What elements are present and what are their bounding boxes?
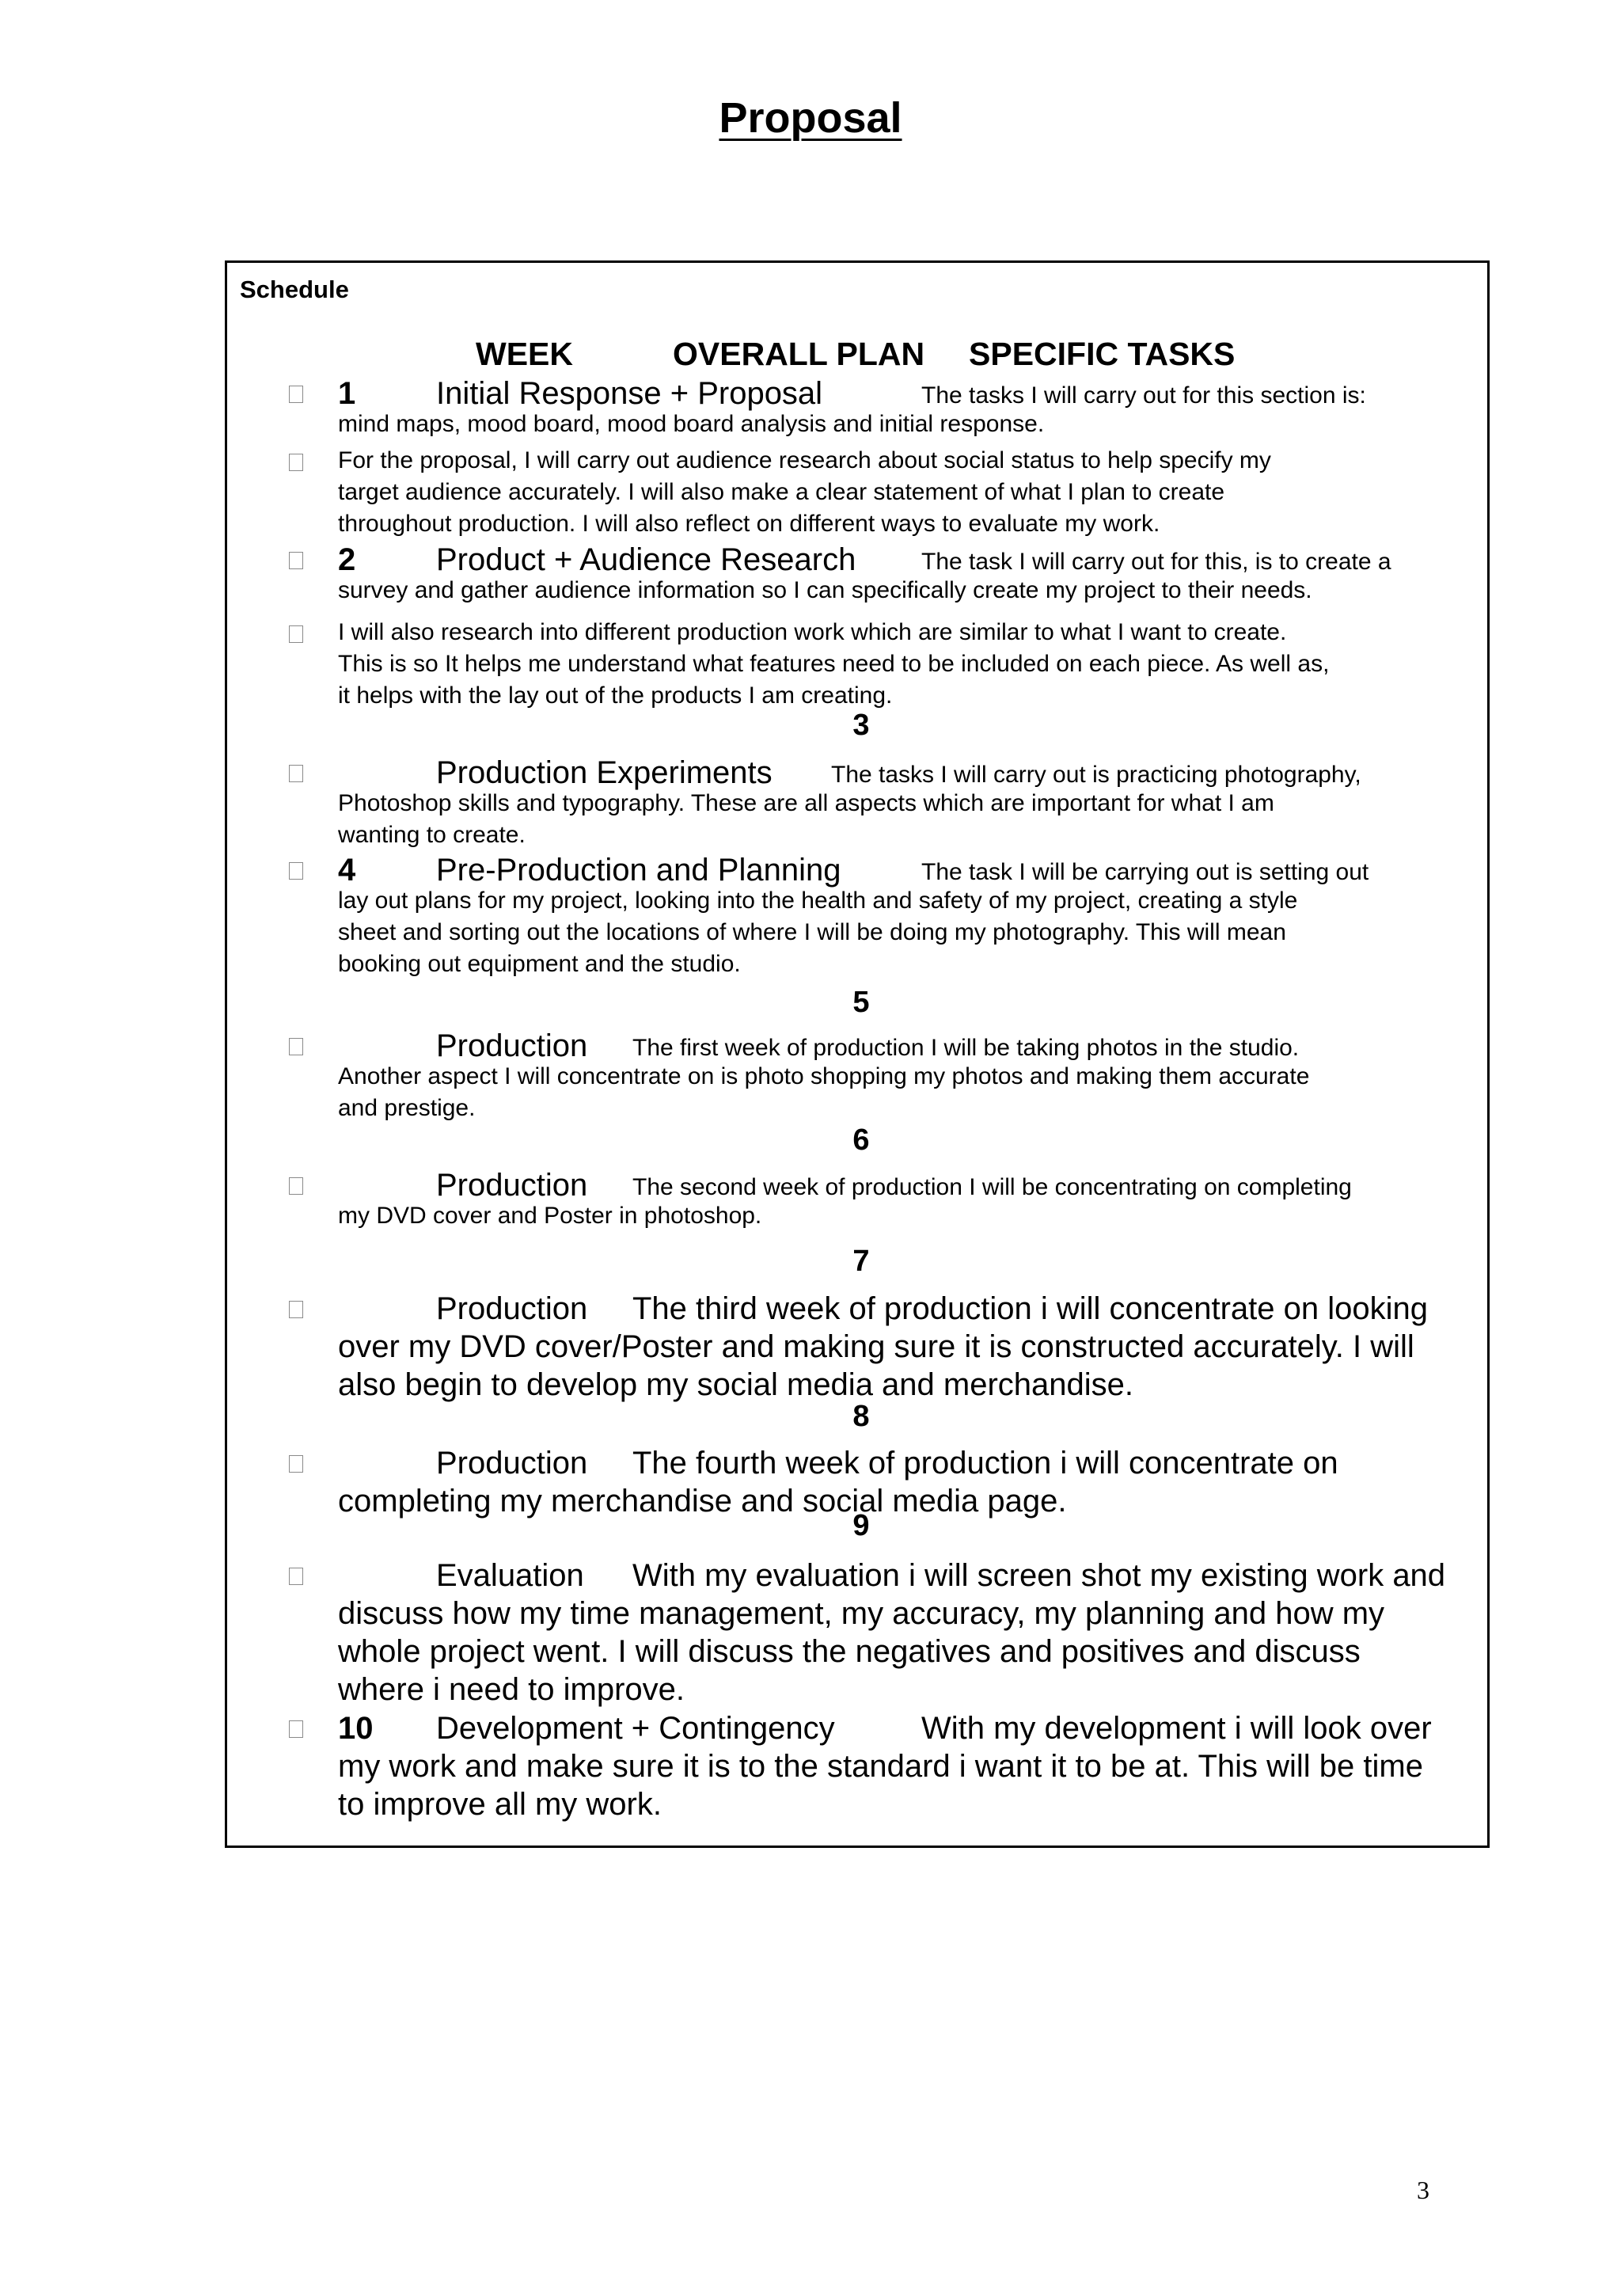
task-line: wanting to create. <box>338 822 526 848</box>
task-line: The tasks I will carry out is practicing photography, <box>831 762 1361 788</box>
task-line: Another aspect I will concentrate on is photo shopping my photos and making them accurate <box>338 1063 1310 1089</box>
checkbox-bullet-icon <box>289 862 303 880</box>
overall-plan: Production Experiments <box>436 755 773 790</box>
checkbox-bullet-icon <box>289 552 303 569</box>
task-line: The task I will carry out for this, is to create a <box>921 549 1391 575</box>
task-line: and prestige. <box>338 1095 476 1121</box>
header-overall-plan: OVERALL PLAN <box>673 336 925 372</box>
schedule-header-row <box>227 336 1487 375</box>
week-number: 8 <box>852 1400 870 1433</box>
overall-plan: Evaluation <box>436 1558 584 1593</box>
task-line: over my DVD cover/Poster and making sure it is constructed accurately. I will <box>338 1329 1414 1364</box>
checkbox-bullet-icon <box>289 625 303 643</box>
week-number: 4 <box>338 853 356 888</box>
task-line: Photoshop skills and typography. These are all aspects which are important for what I am <box>338 790 1274 816</box>
checkbox-bullet-icon <box>289 454 303 471</box>
week-number: 6 <box>852 1123 870 1157</box>
checkbox-bullet-icon <box>289 1301 303 1318</box>
task-line: lay out plans for my project, looking into the health and safety of my project, creating a style <box>338 888 1298 914</box>
week-number: 7 <box>852 1245 870 1278</box>
task-line: The second week of production I will be concentrating on completing <box>632 1174 1352 1200</box>
task-line: discuss how my time management, my accuracy, my planning and how my <box>338 1596 1385 1631</box>
task-line: The third week of production i will concentrate on looking <box>632 1291 1428 1326</box>
checkbox-bullet-icon <box>289 1455 303 1473</box>
week-number: 1 <box>338 376 356 411</box>
task-line: target audience accurately. I will also make a clear statement of what I plan to create <box>338 479 1225 505</box>
overall-plan: Production <box>436 1446 588 1481</box>
header-specific-tasks: SPECIFIC TASKS <box>969 336 1236 372</box>
overall-plan: Pre-Production and Planning <box>436 853 841 888</box>
task-line: it helps with the lay out of the products I am creating. <box>338 682 893 709</box>
task-line: sheet and sorting out the locations of where I will be doing my photography. This will mean <box>338 919 1286 945</box>
header-week: WEEK <box>476 336 573 372</box>
checkbox-bullet-icon <box>289 386 303 403</box>
task-line: my work and make sure it is to the standard i want it to be at. This will be time <box>338 1749 1423 1784</box>
task-line: to improve all my work. <box>338 1787 662 1822</box>
week-number: 9 <box>852 1509 870 1542</box>
task-line: The task I will be carrying out is setting out <box>921 859 1369 885</box>
task-line: throughout production. I will also reflect on different ways to evaluate my work. <box>338 511 1160 537</box>
checkbox-bullet-icon <box>289 765 303 782</box>
task-line: The fourth week of production i will concentrate on <box>632 1446 1338 1481</box>
checkbox-bullet-icon <box>289 1177 303 1195</box>
task-line: whole project went. I will discuss the negatives and positives and discuss <box>338 1634 1361 1669</box>
task-line: With my development i will look over <box>921 1711 1432 1746</box>
task-line: also begin to develop my social media and merchandise. <box>338 1367 1134 1402</box>
overall-plan: Production <box>436 1291 588 1326</box>
task-line: The tasks I will carry out for this section is: <box>921 382 1366 409</box>
overall-plan: Production <box>436 1168 588 1203</box>
overall-plan: Production <box>436 1028 588 1063</box>
checkbox-bullet-icon <box>289 1038 303 1055</box>
checkbox-bullet-icon <box>289 1720 303 1738</box>
task-line: my DVD cover and Poster in photoshop. <box>338 1203 762 1229</box>
task-line: For the proposal, I will carry out audience research about social status to help specify my <box>338 447 1271 473</box>
task-line: survey and gather audience information so I can specifically create my project to their needs. <box>338 577 1312 603</box>
overall-plan: Development + Contingency <box>436 1711 835 1746</box>
schedule-box <box>225 260 1490 1848</box>
task-line: The first week of production I will be taking photos in the studio. <box>632 1035 1300 1061</box>
week-number: 5 <box>852 986 870 1019</box>
page-number: 3 <box>1417 2176 1429 2204</box>
week-number: 2 <box>338 542 356 577</box>
task-line: where i need to improve. <box>338 1672 685 1707</box>
week-number: 3 <box>852 709 870 742</box>
task-line: mind maps, mood board, mood board analysis and initial response. <box>338 411 1045 437</box>
task-line: With my evaluation i will screen shot my existing work and <box>632 1558 1446 1593</box>
task-line: This is so It helps me understand what features need to be included on each piece. As well as, <box>338 651 1330 677</box>
checkbox-bullet-icon <box>289 1568 303 1585</box>
page-title: Proposal <box>719 94 902 142</box>
task-line: I will also research into different production work which are similar to what I want to create. <box>338 619 1287 645</box>
overall-plan: Product + Audience Research <box>436 542 856 577</box>
task-line: booking out equipment and the studio. <box>338 951 741 977</box>
schedule-label: Schedule <box>240 276 349 303</box>
task-line: completing my merchandise and social media page. <box>338 1484 1067 1519</box>
overall-plan: Initial Response + Proposal <box>436 376 823 411</box>
week-number: 10 <box>338 1711 374 1746</box>
